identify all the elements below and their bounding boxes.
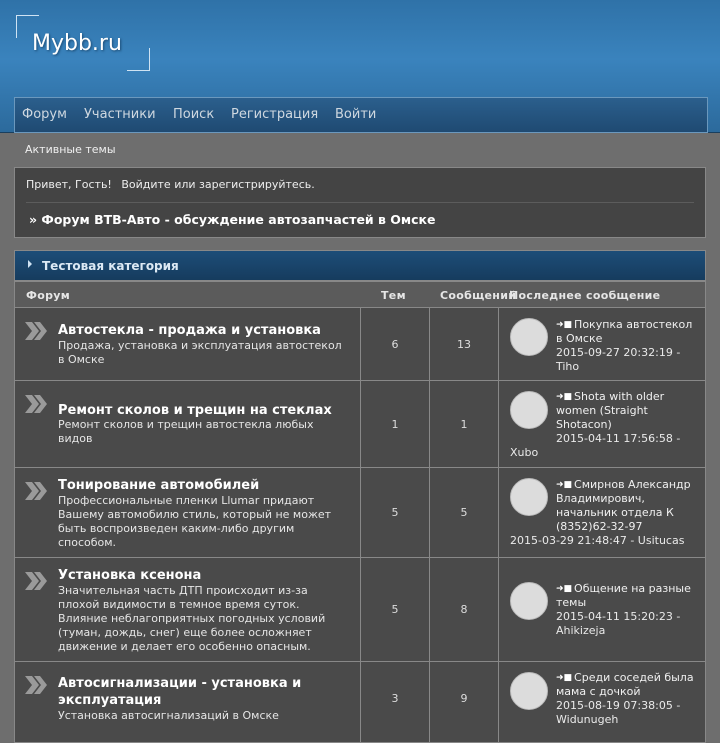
forum-row (14, 307, 706, 381)
post-count: 9 (460, 692, 468, 705)
forum-name[interactable]: Автостекла - продажа и установка (58, 323, 321, 338)
post-count: 13 (457, 338, 471, 351)
last-post-meta: 2015-04-11 17:56:58 - (556, 432, 681, 445)
forum-desc: Продажа, установка и эксплуатация автостекол в Омске (58, 339, 342, 366)
goto-post-icon[interactable]: ➜■ (556, 480, 573, 490)
breadcrumb[interactable]: » Форум BTB-Авто - обсуждение автозапчастей в Омске (29, 212, 436, 227)
collapse-arrow-icon[interactable] (28, 260, 32, 268)
forum-icon (25, 481, 49, 501)
main-nav (14, 97, 708, 133)
forum-icon (25, 571, 49, 591)
welcome-text (26, 178, 321, 191)
last-post (556, 390, 698, 446)
last-post-title[interactable]: Shota with older women (Straight Shotacon) (556, 390, 665, 431)
avatar (510, 478, 548, 516)
goto-post-icon[interactable]: ➜■ (556, 584, 573, 594)
last-post-author[interactable]: Xubo (510, 446, 539, 459)
site-header (0, 0, 720, 133)
forum-name[interactable]: Установка ксенона (58, 568, 202, 583)
column-headers (14, 281, 706, 309)
forum-desc: Значительная часть ДТП происходит из-за плохой видимости в темное время суток. Влияние неблагоприятных погодных условий (туман, дождь, снег) еще более осложняет движение и делает его особенно опасным. (58, 584, 326, 653)
forum-row (14, 467, 706, 558)
forum-name[interactable]: Ремонт сколов и трещин на стеклах (58, 403, 332, 418)
last-post-title[interactable]: Смирнов Александр Владимирович, начальник отдела К (8352)62-32-97 (556, 478, 691, 533)
divider (26, 202, 694, 203)
last-post (556, 318, 698, 374)
logo[interactable] (16, 15, 150, 71)
nav-login[interactable]: Войти (335, 107, 377, 122)
category-title[interactable]: Тестовая категория (42, 259, 179, 273)
topic-count: 5 (391, 506, 399, 519)
avatar (510, 672, 548, 710)
last-post-meta: 2015-03-29 21:48:47 - Usitucas (510, 534, 685, 547)
last-post-meta: 2015-08-19 07:38:05 - Widunugeh (556, 699, 681, 726)
topic-count: 3 (391, 692, 399, 705)
forum-desc: Профессиональные пленки Llumar придают Вашему автомобилю стиль, который не может быть воспроизведен каким-либо другим способом. (58, 494, 332, 549)
forum-row (14, 661, 706, 743)
nav-register[interactable]: Регистрация (231, 107, 319, 122)
forum-icon (25, 321, 49, 341)
active-topics-link[interactable]: Активные темы (25, 143, 116, 156)
forum-name[interactable]: Тонирование автомобилей (58, 478, 260, 493)
goto-post-icon[interactable]: ➜■ (556, 673, 573, 683)
category-header (14, 250, 706, 281)
last-post (556, 582, 698, 638)
nav-forum[interactable]: Форум (22, 107, 67, 122)
last-post-title[interactable]: Покупка автостекол в Омске (556, 318, 693, 345)
nav-members[interactable]: Участники (84, 107, 156, 122)
avatar (510, 582, 548, 620)
topic-count: 5 (391, 603, 399, 616)
post-count: 1 (460, 418, 468, 431)
forum-row (14, 557, 706, 662)
post-count: 8 (460, 603, 468, 616)
forum-row (14, 380, 706, 468)
avatar (510, 318, 548, 356)
col-topics: Тем (381, 289, 406, 302)
last-post-title[interactable]: Общение на разные темы (556, 582, 691, 609)
forum-desc: Установка автосигнализаций в Омске (58, 709, 279, 722)
topic-count: 6 (391, 338, 399, 351)
greeting: Привет, Гость! (26, 178, 112, 191)
topic-count: 1 (391, 418, 399, 431)
post-count: 5 (460, 506, 468, 519)
col-posts: Сообщений (440, 289, 517, 302)
welcome-box (14, 167, 706, 238)
avatar (510, 391, 548, 429)
forum-desc: Ремонт сколов и трещин автостекла любых видов (58, 418, 314, 445)
last-post (556, 478, 698, 534)
forum-icon (25, 675, 49, 695)
last-post-meta: 2015-04-11 15:20:23 - Ahikizeja (556, 610, 681, 637)
col-forum: Форум (26, 289, 71, 302)
logo-text[interactable]: Mybb.ru (32, 31, 122, 56)
last-post-meta: 2015-09-27 20:32:19 - Tiho (556, 346, 681, 373)
forum-name[interactable]: Автосигнализации - установка и эксплуатация (58, 676, 302, 708)
goto-post-icon[interactable]: ➜■ (556, 320, 573, 330)
login-prompt[interactable]: Войдите или зарегистрируйтесь. (121, 178, 315, 191)
col-last-post: Последнее сообщение (509, 289, 661, 302)
last-post-title[interactable]: Среди соседей была мама с дочкой (556, 671, 694, 698)
goto-post-icon[interactable]: ➜■ (556, 392, 573, 402)
last-post (556, 671, 698, 727)
forum-icon (25, 394, 49, 414)
nav-search[interactable]: Поиск (173, 107, 215, 122)
